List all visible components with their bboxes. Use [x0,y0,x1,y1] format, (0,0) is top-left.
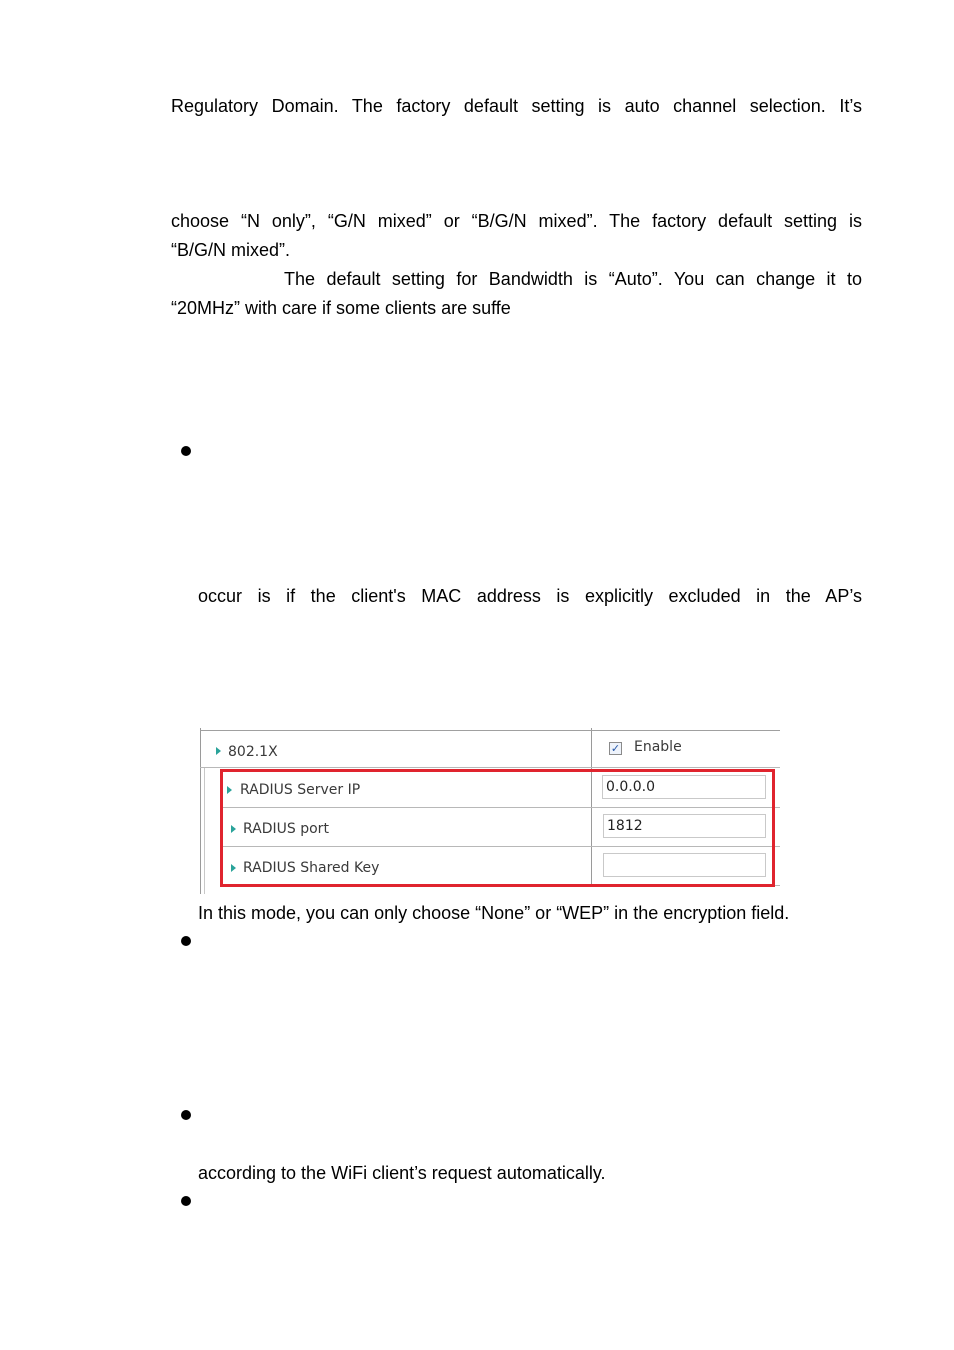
panel-top-border [200,730,780,731]
paragraph-bandwidth-line-1: The default setting for Bandwidth is “Auto”. You can change it to [284,269,862,289]
row-label-radius-port: RADIUS port [243,821,329,837]
bullet-dot-icon [181,936,191,946]
radius-port-input[interactable]: 1812 [603,814,766,838]
triangle-right-icon [216,747,221,755]
checkmark-icon: ✓ [610,742,621,755]
radius-settings-screenshot [198,728,780,894]
row-label-802-1x: 802.1X [228,744,278,760]
panel-left-border [200,728,201,894]
bullet-dot-icon [181,1110,191,1120]
bullet-dot-icon [181,1196,191,1206]
paragraph-mac-line: occur is if the client's MAC address is explicitly excluded in the AP’s [198,586,862,606]
panel-inner-border [204,768,205,894]
paragraph-request-line: according to the WiFi client’s request automatically. [198,1163,606,1183]
row-label-radius-server-ip: RADIUS Server IP [240,782,361,798]
highlight-box [220,769,775,887]
paragraph-channel-line: Regulatory Domain. The factory default setting is auto channel selection. It’s [171,96,862,116]
enable-checkbox-label: Enable [634,739,682,755]
row-divider [200,767,780,768]
paragraph-bandwidth-line-2: “20MHz” with care if some clients are suffe [171,298,511,318]
enable-802-1x-checkbox[interactable] [609,742,622,755]
row-label-radius-shared-key: RADIUS Shared Key [243,860,380,876]
paragraph-encryption-note: In this mode, you can only choose “None” or “WEP” in the encryption field. [198,903,790,923]
radius-server-ip-input[interactable]: 0.0.0.0 [602,775,766,799]
paragraph-mode-line-1: choose “N only”, “G/N mixed” or “B/G/N mixed”. The factory default setting is [171,211,862,231]
paragraph-mode-line-2: “B/G/N mixed”. [171,240,291,260]
bullet-dot-icon [181,446,191,456]
